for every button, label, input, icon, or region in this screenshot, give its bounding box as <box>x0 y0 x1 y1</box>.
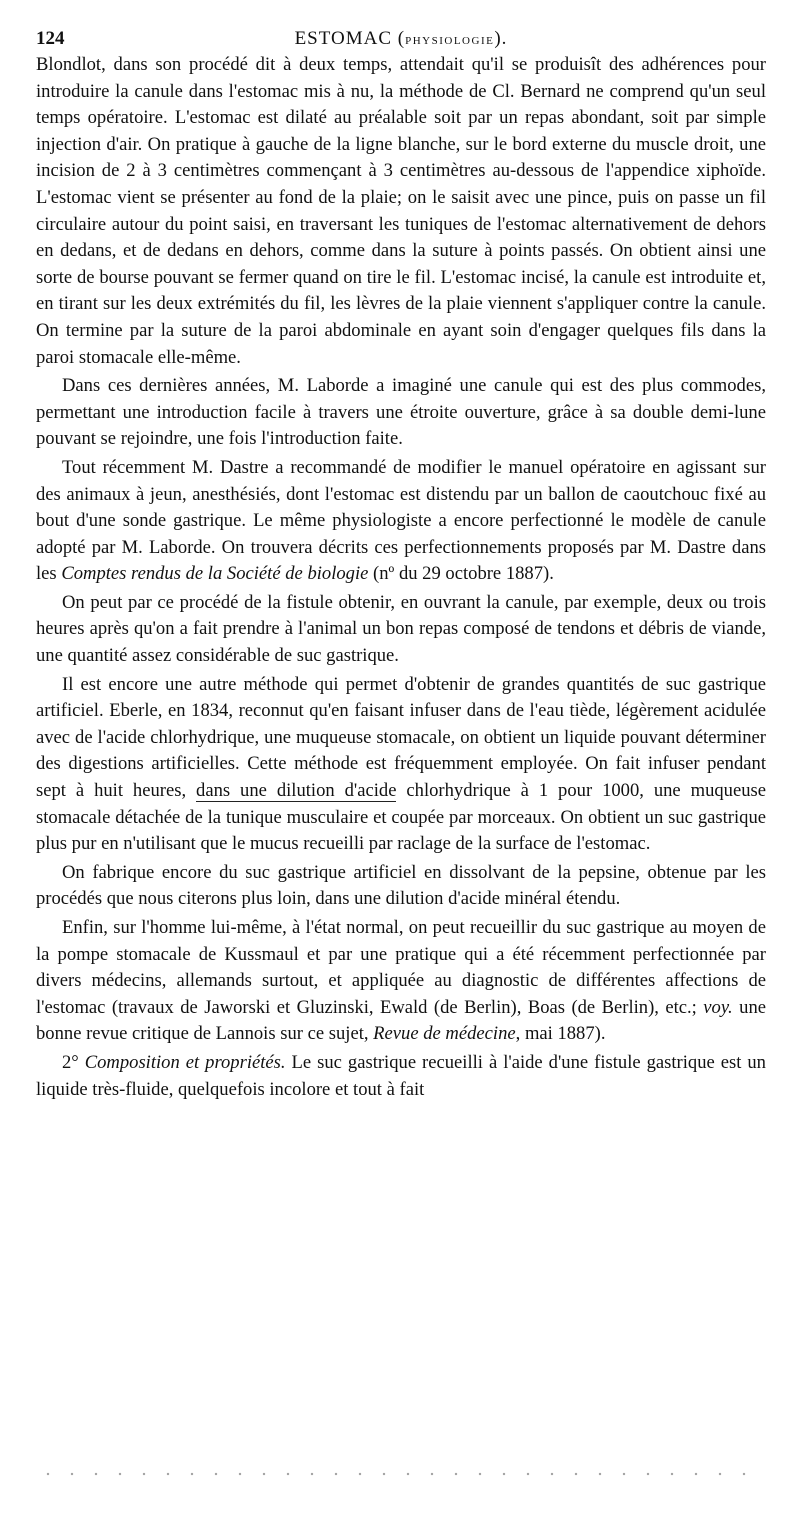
text-run: Enfin, sur l'homme lui-même, à l'état normal, on peut recueillir du suc gastrique au moyen de la pompe stomacale de Kussmaul et par une pratique qui a été récemment perfectionnée par divers médecins, allemands surtout, et appliquée au diagnostic de différentes affections de l'estomac (travaux de Jaworski et Gluzinski, Ewald (de Berlin), Boas (de Berlin), etc.; <box>36 917 766 1018</box>
text-run: Blondlot, dans son procédé dit à deux temps, attendait qu'il se produisît des adhérences pour introduire la canule dans l'estomac mis à nu, la méthode de Cl. Bernard ne comprend qu'un seul temps opératoire. L'estomac est dilaté au préalable soit par un repas abondant, soit par simple injection d'air. On pratique à gauche de la ligne blanche, sur le bord externe du muscle droit, une incision de 2 à 3 centimètres commençant à 3 centimètres au-dessous de l'appendice xiphoïde. L'estomac vient se présenter au fond de la plaie; on le saisit avec une pince, puis on passe un fil circulaire autour du point saisi, en traversant les tuniques de l'estomac alternativement de dehors en dedans, et de dedans en dehors, comme dans la suture à points passés. On obtient ainsi une sorte de bourse pouvant se fermer quand on tire le fil. L'estomac incisé, la canule est introduite et, en tirant sur les deux extrémités du fil, les lèvres de la plaie viennent s'appliquer contre la canule. On termine par la suture de la paroi abdominale en ayant soin d'engager quelques fils dans la paroi stomacale elle-même. <box>36 54 766 368</box>
paragraph <box>36 455 766 588</box>
paragraph <box>36 672 766 858</box>
text-run: Dans ces dernières années, M. Laborde a imaginé une canule qui est des plus commodes, permettant une introduction facile à travers une étroite ouverture, grâce à sa double demi-lune pouvant se rejoindre, une fois l'introduction faite. <box>36 375 766 450</box>
running-title-main: ESTOMAC <box>294 28 393 49</box>
paragraph <box>36 1050 766 1103</box>
text-run: 2° <box>62 1051 85 1073</box>
running-title-subject: physiologie <box>405 32 495 48</box>
bottom-scan-artifact <box>36 1471 766 1477</box>
italic-text: Comptes rendus de la Société de biologie <box>61 563 369 585</box>
underlined-text: dans une dilution d'acide <box>196 780 397 802</box>
text-run: chlorhydrique à 1 pour 1000, une muqueuse stomacale détachée de la tunique musculaire et coupée par morceaux. On obtient un suc gastrique plus pur en n'utilisant que le mucus recueilli par raclage de la surface de l'estomac. <box>36 780 766 855</box>
document-page <box>36 28 766 1103</box>
paragraph <box>36 373 766 453</box>
text-run: (nº du 29 octobre 1887). <box>368 563 554 585</box>
paragraph <box>36 590 766 670</box>
paragraph <box>36 52 766 371</box>
running-title: ESTOMAC (physiologie). <box>294 28 508 49</box>
italic-text: voy. <box>703 996 733 1018</box>
paragraph <box>36 915 766 1048</box>
paragraph <box>36 860 766 913</box>
body-text <box>36 52 766 1103</box>
italic-text: Composition et propriétés. <box>84 1051 286 1073</box>
text-run: Le suc gastrique recueilli à l'aide d'une fistule gastrique est un liquide très-fluide, quelquefois incolore et tout à fait <box>36 1051 766 1100</box>
italic-text: Revue de médecine <box>373 1023 516 1045</box>
text-run: , mai 1887). <box>515 1023 606 1045</box>
running-header <box>36 28 766 50</box>
text-run: On fabrique encore du suc gastrique artificiel en dissolvant de la pepsine, obtenue par les procédés que nous citerons plus loin, dans une dilution d'acide minéral étendu. <box>36 861 766 910</box>
text-run: Il est encore une autre méthode qui permet d'obtenir de grandes quantités de suc gastrique artificiel. Eberle, en 1834, reconnut qu'en faisant infuser dans de l'eau tiède, légèrement acidulée avec de l'acide chlorhydrique, une muqueuse stomacale, on obtient un liquide pouvant déterminer des digestions artificielles. Cette méthode est fréquemment employée. On fait infuser pendant sept à huit heures, <box>36 673 766 802</box>
page-number: 124 <box>36 28 65 49</box>
text-run: Tout récemment M. Dastre a recommandé de modifier le manuel opératoire en agissant sur des animaux à jeun, anesthésiés, dont l'estomac est distendu par un ballon de caoutchouc fixé au bout d'une sonde gastrique. Le même physiologiste a encore perfectionné le modèle de canule adopté par M. Laborde. On trouvera décrits ces perfectionnements proposés par M. Dastre dans les <box>36 456 766 585</box>
text-run: une bonne revue critique de Lannois sur ce sujet, <box>36 996 766 1045</box>
text-run: On peut par ce procédé de la fistule obtenir, en ouvrant la canule, par exemple, deux ou trois heures après qu'on a fait prendre à l'animal un bon repas composé de tendons et débris de viande, une quantité assez considérable de suc gastrique. <box>36 591 766 667</box>
